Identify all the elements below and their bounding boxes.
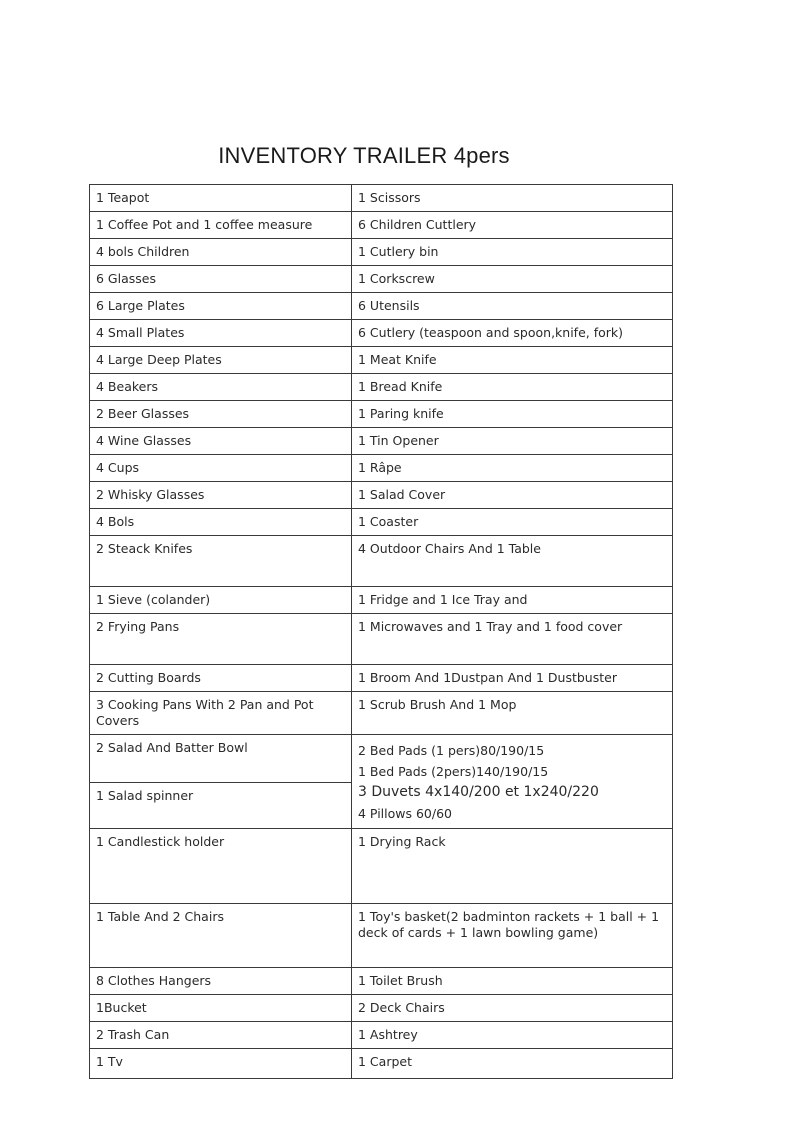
table-cell: 4 Outdoor Chairs And 1 Table	[352, 536, 673, 587]
table-cell: 2 Deck Chairs	[352, 995, 673, 1022]
table-cell: 6 Children Cuttlery	[352, 212, 673, 239]
table-cell: 1 Ashtrey	[352, 1022, 673, 1049]
table-cell: 1 Scrub Brush And 1 Mop	[352, 692, 673, 735]
table-cell: 1 Sieve (colander)	[90, 587, 352, 614]
table-cell: 2 Cutting Boards	[90, 665, 352, 692]
table-cell: 1 Tv	[90, 1049, 352, 1079]
table-cell: 1 Broom And 1Dustpan And 1 Dustbuster	[352, 665, 673, 692]
page-title: INVENTORY TRAILER 4pers	[218, 143, 510, 168]
table-cell: 4 Beakers	[90, 374, 352, 401]
table-cell: 6 Cutlery (teaspoon and spoon,knife, fork)	[352, 320, 673, 347]
table-cell: 1 Fridge and 1 Ice Tray and	[352, 587, 673, 614]
table-cell: 1 Cutlery bin	[352, 239, 673, 266]
table-cell: 6 Large Plates	[90, 293, 352, 320]
list-item: 4 Pillows 60/60	[358, 806, 452, 821]
table-cell: 6 Utensils	[352, 293, 673, 320]
bedding-cell	[352, 735, 673, 829]
table-cell: 4 Wine Glasses	[90, 428, 352, 455]
table-cell: 1 Paring knife	[352, 401, 673, 428]
table-cell: 4 Small Plates	[90, 320, 352, 347]
table-cell: 1 Salad Cover	[352, 482, 673, 509]
table-cell: 3 Cooking Pans With 2 Pan and Pot Covers	[90, 692, 352, 735]
table-cell: 1 Scissors	[352, 185, 673, 212]
table-cell: 1 Salad spinner	[90, 782, 352, 828]
table-cell: 1 Toy's basket(2 badminton rackets + 1 ball + 1 deck of cards + 1 lawn bowling game)	[352, 904, 673, 968]
table-cell: 1 Teapot	[90, 185, 352, 212]
table-cell: 1Bucket	[90, 995, 352, 1022]
table-cell: 1 Candlestick holder	[90, 829, 352, 904]
list-item: 1 Bed Pads (2pers)140/190/15	[358, 764, 549, 779]
table-cell: 1 Coffee Pot and 1 coffee measure	[90, 212, 352, 239]
list-item: 3 Duvets 4x140/200 et 1x240/220	[358, 784, 599, 800]
table-cell: 4 Bols	[90, 509, 352, 536]
inventory-table	[89, 184, 673, 1079]
table-cell: 8 Clothes Hangers	[90, 968, 352, 995]
table-cell: 2 Whisky Glasses	[90, 482, 352, 509]
table-cell: 1 Râpe	[352, 455, 673, 482]
table-cell: 1 Drying Rack	[352, 829, 673, 904]
table-cell: 1 Bread Knife	[352, 374, 673, 401]
table-cell: 1 Corkscrew	[352, 266, 673, 293]
table-cell: 1 Meat Knife	[352, 347, 673, 374]
table-cell: 2 Beer Glasses	[90, 401, 352, 428]
table-cell: 1 Toilet Brush	[352, 968, 673, 995]
table-cell: 1 Microwaves and 1 Tray and 1 food cover	[352, 614, 673, 665]
table-cell: 1 Table And 2 Chairs	[90, 904, 352, 968]
table-cell: 1 Carpet	[352, 1049, 673, 1079]
table-cell: 4 bols Children	[90, 239, 352, 266]
table-cell: 6 Glasses	[90, 266, 352, 293]
table-cell: 2 Trash Can	[90, 1022, 352, 1049]
table-cell: 1 Tin Opener	[352, 428, 673, 455]
table-cell: 2 Steack Knifes	[90, 536, 352, 587]
table-cell: 4 Cups	[90, 455, 352, 482]
list-item: 2 Bed Pads (1 pers)80/190/15	[358, 743, 545, 758]
table-cell: 2 Frying Pans	[90, 614, 352, 665]
table-cell: 4 Large Deep Plates	[90, 347, 352, 374]
table-cell: 2 Salad And Batter Bowl	[90, 735, 352, 783]
table-cell: 1 Coaster	[352, 509, 673, 536]
